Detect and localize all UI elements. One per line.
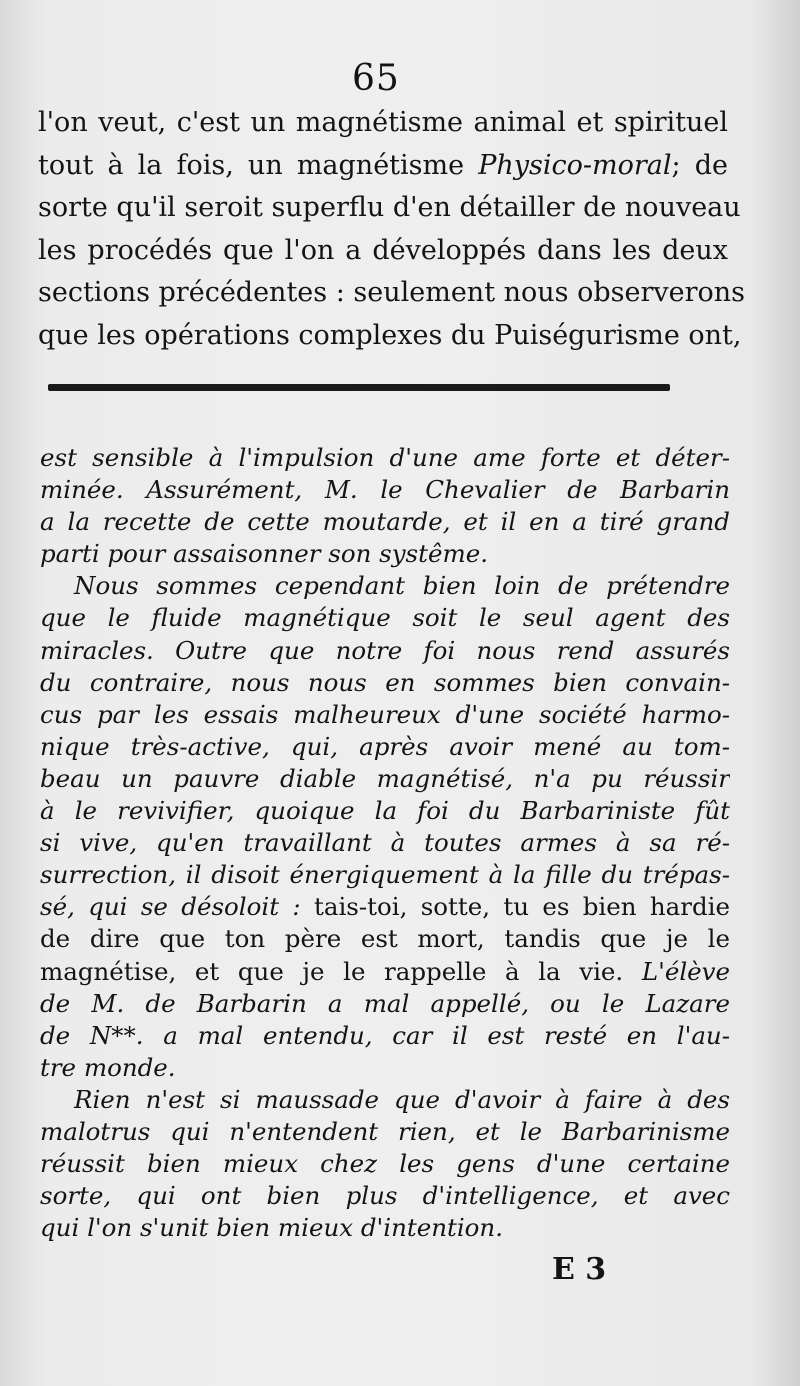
text-run: ; de <box>671 149 728 181</box>
text-run: tais-toi, sotte, tu es bien hardie <box>314 892 730 922</box>
text-line: malotrus qui n'entendent rien, et le Barbarinisme <box>40 1116 730 1146</box>
text-run: magnétise, et que je le rappelle à la vie. <box>40 956 624 986</box>
text-line: les procédés que l'on a développés dans les deux <box>38 234 728 266</box>
upper-text-block <box>38 102 746 357</box>
text-line: sorte qu'il seroit superflu d'en détailler de nouveau <box>38 192 741 223</box>
text-line: que le fluide magnétique soit le seul agent des <box>40 603 730 633</box>
footnote-divider <box>48 384 670 391</box>
text-line: Rien n'est si maussade que d'avoir à faire à des <box>74 1084 730 1114</box>
text-line: miracles. Outre que notre foi nous rend assurés <box>40 635 730 665</box>
text-line: a la recette de cette moutarde, et il en a tiré grand <box>40 507 730 537</box>
text-line: l'on veut, c'est un magnétisme animal et spirituel <box>38 107 728 138</box>
text-line: réussit bien mieux chez les gens d'une certaine <box>40 1149 730 1179</box>
italic-term: Physico-moral <box>478 149 672 181</box>
text-line: Nous sommes cependant bien loin de prétendre <box>74 571 730 601</box>
signature-mark: E 3 <box>552 1252 607 1287</box>
page-number: 65 <box>352 58 400 99</box>
text-line: qui l'on s'unit bien mieux d'intention. <box>40 1213 503 1243</box>
text-line <box>40 956 730 988</box>
text-run: sé, qui se désoloit : <box>40 892 301 922</box>
text-run: tout à la fois, un magnétisme <box>38 149 479 181</box>
text-line: beau un pauvre diable magnétisé, n'a pu réussir <box>40 763 730 793</box>
text-line <box>40 891 730 923</box>
text-run: L'élève <box>641 956 730 986</box>
text-line: nique très-active, qui, après avoir mené au tom- <box>40 731 730 761</box>
footnote-text-block <box>40 442 730 1244</box>
text-line: surrection, il disoit énergiquement à la fille du trépas- <box>40 860 730 890</box>
text-line: tre monde. <box>40 1052 176 1082</box>
text-line: parti pour assaisonner son systême. <box>40 539 488 569</box>
text-line: sections précédentes : seulement nous observerons <box>38 277 746 308</box>
text-line: si vive, qu'en travaillant à toutes armes à sa ré- <box>40 828 730 858</box>
text-line: sorte, qui ont bien plus d'intelligence, et avec <box>40 1181 730 1211</box>
text-line: que les opérations complexes du Puiségurisme ont, <box>38 319 742 351</box>
text-line <box>38 145 728 188</box>
text-line: à le revivifier, quoique la foi du Barbariniste fût <box>40 796 730 826</box>
text-line: de N**. a mal entendu, car il est resté en l'au- <box>40 1020 730 1050</box>
text-line: de M. de Barbarin a mal appellé, ou le Lazare <box>40 988 730 1018</box>
text-run: de dire que ton père est mort, tandis que je le <box>40 924 730 954</box>
text-line <box>40 923 730 955</box>
text-line: du contraire, nous nous en sommes bien convain- <box>40 667 730 697</box>
text-line: minée. Assurément, M. le Chevalier de Barbarin <box>40 475 730 505</box>
text-line: cus par les essais malheureux d'une société harmo- <box>40 699 730 729</box>
text-line: est sensible à l'impulsion d'une ame forte et déter- <box>40 443 730 472</box>
